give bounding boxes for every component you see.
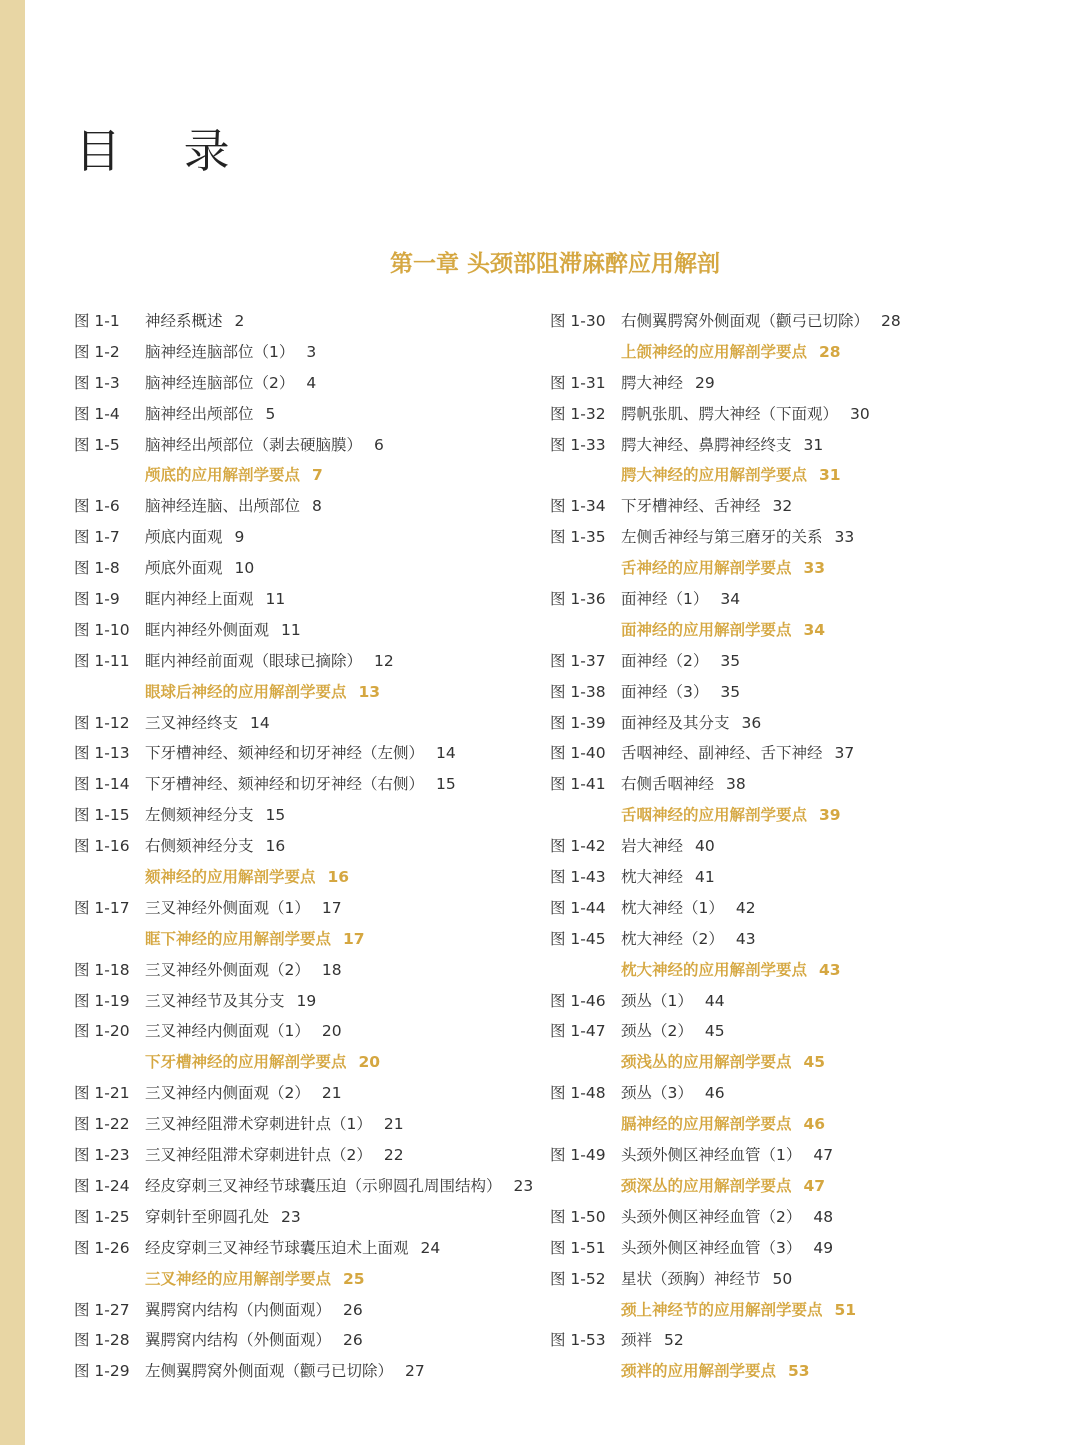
figure-number: 图 1-49 xyxy=(550,1146,606,1165)
toc-figure-entry[interactable] xyxy=(550,1325,1050,1356)
toc-figure-entry[interactable] xyxy=(550,1202,1050,1233)
toc-figure-entry[interactable] xyxy=(74,584,534,615)
toc-figure-entry[interactable] xyxy=(74,1078,534,1109)
toc-right-column xyxy=(550,306,1050,1387)
figure-number: 图 1-28 xyxy=(74,1331,130,1350)
toc-figure-entry[interactable] xyxy=(550,1140,1050,1171)
page-number: 48 xyxy=(813,1207,834,1226)
toc-section-entry[interactable] xyxy=(550,553,1050,584)
figure-title: 颈丛（2） xyxy=(621,1022,693,1041)
toc-figure-entry[interactable] xyxy=(74,800,534,831)
figure-title: 三叉神经阻滞术穿刺进针点（2） xyxy=(145,1146,372,1165)
figure-title: 颅底内面观 xyxy=(145,528,223,547)
toc-figure-entry[interactable] xyxy=(550,491,1050,522)
toc-figure-entry[interactable] xyxy=(550,399,1050,430)
toc-section-entry[interactable] xyxy=(74,924,534,955)
figure-number: 图 1-8 xyxy=(74,559,120,578)
figure-title: 枕大神经 xyxy=(621,868,684,887)
toc-section-entry[interactable] xyxy=(550,460,1050,491)
page-number: 27 xyxy=(405,1362,425,1381)
page-number: 37 xyxy=(834,744,855,763)
page-number: 29 xyxy=(695,373,715,392)
toc-section-entry[interactable] xyxy=(550,1295,1050,1326)
figure-number: 图 1-23 xyxy=(74,1146,130,1165)
toc-figure-entry[interactable] xyxy=(550,677,1050,708)
page-number: 16 xyxy=(327,868,350,887)
figure-number: 图 1-42 xyxy=(550,837,606,856)
figure-title: 面神经（3） xyxy=(621,682,709,701)
page-number: 31 xyxy=(819,466,841,485)
figure-title: 三叉神经外侧面观（1） xyxy=(145,898,310,917)
figure-number: 图 1-26 xyxy=(74,1238,130,1257)
section-title: 颈浅丛的应用解剖学要点 xyxy=(621,1053,792,1072)
page-number: 34 xyxy=(803,620,826,639)
page-number: 52 xyxy=(664,1331,684,1350)
page-number: 36 xyxy=(741,713,762,732)
section-title: 舌咽神经的应用解剖学要点 xyxy=(621,806,808,825)
figure-title: 左侧舌神经与第三磨牙的关系 xyxy=(621,528,823,547)
toc-figure-entry[interactable] xyxy=(550,986,1050,1017)
figure-title: 面神经（2） xyxy=(621,651,709,670)
page-number: 17 xyxy=(321,898,342,917)
page-number: 41 xyxy=(695,868,715,887)
page-number: 46 xyxy=(803,1115,826,1134)
figure-number: 图 1-15 xyxy=(74,806,130,825)
page-number: 53 xyxy=(788,1362,810,1381)
page-number: 14 xyxy=(436,744,456,763)
figure-title: 舌咽神经、副神经、舌下神经 xyxy=(621,744,823,763)
figure-title: 下牙槽神经、颏神经和切牙神经（左侧） xyxy=(145,744,425,763)
toc-figure-entry[interactable] xyxy=(74,1016,534,1047)
toc-figure-entry[interactable] xyxy=(550,368,1050,399)
figure-title: 三叉神经阻滞术穿刺进针点（1） xyxy=(145,1115,372,1134)
figure-title: 左侧翼腭窝外侧面观（颧弓已切除） xyxy=(145,1362,394,1381)
toc-figure-entry[interactable] xyxy=(74,708,534,739)
figure-title: 三叉神经内侧面观（2） xyxy=(145,1084,310,1103)
figure-number: 图 1-6 xyxy=(74,497,120,516)
figure-title: 面神经及其分支 xyxy=(621,713,730,732)
figure-title: 脑神经连脑部位（1） xyxy=(145,342,295,361)
toc-left-column xyxy=(74,306,534,1387)
toc-figure-entry[interactable] xyxy=(74,1295,534,1326)
toc-figure-entry[interactable] xyxy=(550,430,1050,461)
toc-section-entry[interactable] xyxy=(550,800,1050,831)
figure-title: 颈丛（1） xyxy=(621,991,693,1010)
page-number: 50 xyxy=(772,1269,793,1288)
page-number: 47 xyxy=(803,1176,826,1195)
figure-title: 腭大神经、鼻腭神经终支 xyxy=(621,435,792,454)
page-number: 26 xyxy=(343,1331,363,1350)
figure-number: 图 1-9 xyxy=(74,590,120,609)
figure-number: 图 1-46 xyxy=(550,991,606,1010)
figure-number: 图 1-51 xyxy=(550,1238,606,1257)
figure-title: 脑神经连脑部位（2） xyxy=(145,373,295,392)
figure-number: 图 1-40 xyxy=(550,744,606,763)
page-number: 44 xyxy=(704,991,725,1010)
page-number: 15 xyxy=(436,775,456,794)
toc-figure-entry[interactable] xyxy=(74,430,534,461)
figure-title: 面神经（1） xyxy=(621,590,709,609)
figure-number: 图 1-34 xyxy=(550,497,606,516)
toc-figure-entry[interactable] xyxy=(74,399,534,430)
page-number: 34 xyxy=(720,590,741,609)
figure-title: 三叉神经节及其分支 xyxy=(145,991,285,1010)
toc-section-entry[interactable] xyxy=(74,677,534,708)
side-color-band xyxy=(0,0,25,1445)
page-number: 17 xyxy=(343,929,365,948)
figure-number: 图 1-1 xyxy=(74,312,120,330)
toc-section-entry[interactable] xyxy=(550,955,1050,986)
toc-figure-entry[interactable] xyxy=(74,306,534,337)
figure-number: 图 1-48 xyxy=(550,1084,606,1103)
toc-figure-entry[interactable] xyxy=(550,1264,1050,1295)
page-number: 19 xyxy=(296,991,317,1010)
figure-number: 图 1-17 xyxy=(74,898,130,917)
figure-title: 经皮穿刺三叉神经节球囊压迫（示卵圆孔周围结构） xyxy=(145,1176,502,1195)
figure-title: 枕大神经（2） xyxy=(621,929,724,948)
page-number: 49 xyxy=(813,1238,834,1257)
page-number: 47 xyxy=(813,1146,834,1165)
toc-figure-entry[interactable] xyxy=(550,584,1050,615)
figure-title: 脑神经连脑、出颅部位 xyxy=(145,497,301,516)
page-number: 9 xyxy=(234,528,245,547)
figure-title: 经皮穿刺三叉神经节球囊压迫术上面观 xyxy=(145,1238,409,1257)
toc-figure-entry[interactable] xyxy=(550,738,1050,769)
page-number: 38 xyxy=(726,775,746,794)
figure-title: 三叉神经终支 xyxy=(145,713,239,732)
toc-section-entry[interactable] xyxy=(74,862,534,893)
page-number: 6 xyxy=(374,435,384,454)
figure-number: 图 1-32 xyxy=(550,404,606,423)
section-title: 颈上神经节的应用解剖学要点 xyxy=(621,1300,823,1319)
toc-section-entry[interactable] xyxy=(74,1264,534,1295)
page-number: 14 xyxy=(250,713,270,732)
figure-number: 图 1-53 xyxy=(550,1331,606,1350)
page-number: 32 xyxy=(772,497,793,516)
figure-title: 穿刺针至卵圆孔处 xyxy=(145,1207,270,1226)
page-number: 15 xyxy=(265,806,286,825)
figure-title: 下牙槽神经、舌神经 xyxy=(621,497,761,516)
toc-figure-entry[interactable] xyxy=(74,1233,534,1264)
figure-number: 图 1-47 xyxy=(550,1022,606,1041)
figure-number: 图 1-33 xyxy=(550,435,606,454)
page-number: 16 xyxy=(265,837,286,856)
page-number: 33 xyxy=(803,559,826,578)
toc-figure-entry[interactable] xyxy=(74,1356,534,1387)
figure-number: 图 1-14 xyxy=(74,775,130,794)
page-number: 3 xyxy=(306,342,317,361)
page-number: 18 xyxy=(321,960,342,979)
figure-number: 图 1-44 xyxy=(550,898,606,917)
section-title: 面神经的应用解剖学要点 xyxy=(621,620,792,639)
figure-title: 眶内神经前面观（眼球已摘除） xyxy=(145,651,363,670)
figure-title: 神经系概述 xyxy=(145,312,223,330)
figure-title: 腭大神经 xyxy=(621,373,684,392)
page-number: 45 xyxy=(803,1053,826,1072)
toc-figure-entry[interactable] xyxy=(74,646,534,677)
page-number: 5 xyxy=(265,404,276,423)
toc-figure-entry[interactable] xyxy=(74,491,534,522)
figure-title: 右侧颏神经分支 xyxy=(145,837,254,856)
figure-title: 眶内神经上面观 xyxy=(145,590,254,609)
page-number: 4 xyxy=(306,373,317,392)
figure-number: 图 1-16 xyxy=(74,837,130,856)
figure-title: 翼腭窝内结构（外侧面观） xyxy=(145,1331,332,1350)
figure-number: 图 1-2 xyxy=(74,342,120,361)
toc-figure-entry[interactable] xyxy=(74,1202,534,1233)
toc-section-entry[interactable] xyxy=(550,1047,1050,1078)
figure-number: 图 1-36 xyxy=(550,590,606,609)
figure-number: 图 1-30 xyxy=(550,312,606,330)
section-title: 膈神经的应用解剖学要点 xyxy=(621,1115,792,1134)
toc-section-entry[interactable] xyxy=(74,1047,534,1078)
figure-number: 图 1-35 xyxy=(550,528,606,547)
figure-number: 图 1-37 xyxy=(550,651,606,670)
page-number: 35 xyxy=(720,682,741,701)
figure-title: 腭帆张肌、腭大神经（下面观） xyxy=(621,404,839,423)
figure-title: 头颈外侧区神经血管（2） xyxy=(621,1207,802,1226)
toc-figure-entry[interactable] xyxy=(74,986,534,1017)
section-title: 颅底的应用解剖学要点 xyxy=(145,466,301,485)
page-number: 40 xyxy=(695,837,715,856)
page-number: 26 xyxy=(343,1300,363,1319)
figure-number: 图 1-39 xyxy=(550,713,606,732)
figure-number: 图 1-13 xyxy=(74,744,130,763)
toc-figure-entry[interactable] xyxy=(74,831,534,862)
page-number: 21 xyxy=(383,1115,404,1134)
page-number: 45 xyxy=(704,1022,725,1041)
figure-title: 三叉神经内侧面观（1） xyxy=(145,1022,310,1041)
toc-figure-entry[interactable] xyxy=(74,955,534,986)
figure-number: 图 1-24 xyxy=(74,1176,130,1195)
figure-number: 图 1-38 xyxy=(550,682,606,701)
figure-title: 颈丛（3） xyxy=(621,1084,693,1103)
figure-number: 图 1-4 xyxy=(74,404,120,423)
figure-title: 头颈外侧区神经血管（1） xyxy=(621,1146,802,1165)
page-number: 24 xyxy=(420,1238,441,1257)
page-number: 13 xyxy=(358,682,381,701)
figure-number: 图 1-19 xyxy=(74,991,130,1010)
toc-section-entry[interactable] xyxy=(550,337,1050,368)
figure-number: 图 1-20 xyxy=(74,1022,130,1041)
figure-title: 下牙槽神经、颏神经和切牙神经（右侧） xyxy=(145,775,425,794)
page-title: 目 录 xyxy=(75,124,254,178)
figure-number: 图 1-18 xyxy=(74,960,130,979)
page-number: 21 xyxy=(321,1084,342,1103)
toc-section-entry[interactable] xyxy=(550,615,1050,646)
page-number: 2 xyxy=(234,312,245,330)
figure-number: 图 1-41 xyxy=(550,775,606,794)
page-number: 43 xyxy=(819,960,841,979)
toc-figure-entry[interactable] xyxy=(550,1078,1050,1109)
figure-title: 脑神经出颅部位 xyxy=(145,404,254,423)
toc-figure-entry[interactable] xyxy=(550,306,1050,337)
page-number: 25 xyxy=(343,1269,365,1288)
page-number: 31 xyxy=(803,435,824,454)
figure-number: 图 1-7 xyxy=(74,528,120,547)
figure-number: 图 1-22 xyxy=(74,1115,130,1134)
figure-number: 图 1-12 xyxy=(74,713,130,732)
figure-number: 图 1-11 xyxy=(74,651,130,670)
toc-figure-entry[interactable] xyxy=(74,522,534,553)
page-number: 11 xyxy=(265,590,286,609)
figure-title: 右侧舌咽神经 xyxy=(621,775,715,794)
page-number: 11 xyxy=(281,620,301,639)
page-number: 28 xyxy=(881,312,901,330)
section-title: 下牙槽神经的应用解剖学要点 xyxy=(145,1053,347,1072)
toc-figure-entry[interactable] xyxy=(74,1171,534,1202)
page-number: 23 xyxy=(281,1207,301,1226)
figure-title: 枕大神经（1） xyxy=(621,898,724,917)
toc-figure-entry[interactable] xyxy=(74,553,534,584)
page-number: 35 xyxy=(720,651,741,670)
figure-title: 颈袢 xyxy=(621,1331,653,1350)
toc-figure-entry[interactable] xyxy=(74,337,534,368)
figure-title: 眶内神经外侧面观 xyxy=(145,620,270,639)
toc-figure-entry[interactable] xyxy=(550,1016,1050,1047)
toc-figure-entry[interactable] xyxy=(550,924,1050,955)
section-title: 眶下神经的应用解剖学要点 xyxy=(145,929,332,948)
section-title: 枕大神经的应用解剖学要点 xyxy=(621,960,808,979)
figure-number: 图 1-27 xyxy=(74,1300,130,1319)
toc-figure-entry[interactable] xyxy=(74,1325,534,1356)
toc-section-entry[interactable] xyxy=(550,1356,1050,1387)
section-title: 三叉神经的应用解剖学要点 xyxy=(145,1269,332,1288)
figure-number: 图 1-43 xyxy=(550,868,606,887)
toc-figure-entry[interactable] xyxy=(550,708,1050,739)
toc-section-entry[interactable] xyxy=(74,460,534,491)
figure-number: 图 1-25 xyxy=(74,1207,130,1226)
toc-figure-entry[interactable] xyxy=(550,522,1050,553)
figure-title: 岩大神经 xyxy=(621,837,684,856)
section-title: 眼球后神经的应用解剖学要点 xyxy=(145,682,347,701)
figure-number: 图 1-29 xyxy=(74,1362,130,1381)
page-number: 7 xyxy=(312,466,323,485)
figure-number: 图 1-45 xyxy=(550,929,606,948)
figure-title: 星状（颈胸）神经节 xyxy=(621,1269,761,1288)
toc-section-entry[interactable] xyxy=(550,1109,1050,1140)
toc-figure-entry[interactable] xyxy=(550,769,1050,800)
page-number: 43 xyxy=(735,929,756,948)
figure-number: 图 1-10 xyxy=(74,620,130,639)
figure-title: 颅底外面观 xyxy=(145,559,223,578)
figure-number: 图 1-5 xyxy=(74,435,120,454)
page-number: 51 xyxy=(834,1300,857,1319)
page-number: 28 xyxy=(819,342,841,361)
toc-figure-entry[interactable] xyxy=(550,893,1050,924)
chapter-title: 第一章 头颈部阻滞麻醉应用解剖 xyxy=(389,251,720,277)
page-number: 46 xyxy=(704,1084,725,1103)
page-number: 10 xyxy=(234,559,255,578)
page-number: 39 xyxy=(819,806,841,825)
section-title: 上颌神经的应用解剖学要点 xyxy=(621,342,808,361)
figure-title: 翼腭窝内结构（内侧面观） xyxy=(145,1300,332,1319)
toc-figure-entry[interactable] xyxy=(74,893,534,924)
toc-section-entry[interactable] xyxy=(550,1171,1050,1202)
section-title: 颏神经的应用解剖学要点 xyxy=(145,868,316,887)
page-number: 33 xyxy=(834,528,855,547)
figure-number: 图 1-3 xyxy=(74,373,120,392)
page-number: 30 xyxy=(850,404,870,423)
toc-figure-entry[interactable] xyxy=(74,738,534,769)
toc-figure-entry[interactable] xyxy=(74,1140,534,1171)
figure-title: 脑神经出颅部位（剥去硬脑膜） xyxy=(145,435,363,454)
toc-figure-entry[interactable] xyxy=(74,615,534,646)
figure-number: 图 1-50 xyxy=(550,1207,606,1226)
section-title: 颈袢的应用解剖学要点 xyxy=(621,1362,777,1381)
toc-figure-entry[interactable] xyxy=(550,646,1050,677)
figure-title: 头颈外侧区神经血管（3） xyxy=(621,1238,802,1257)
toc-figure-entry[interactable] xyxy=(74,368,534,399)
toc-figure-entry[interactable] xyxy=(74,769,534,800)
page-number: 42 xyxy=(735,898,756,917)
section-title: 舌神经的应用解剖学要点 xyxy=(621,559,792,578)
figure-title: 右侧翼腭窝外侧面观（颧弓已切除） xyxy=(621,312,870,330)
page-number: 20 xyxy=(321,1022,342,1041)
page-number: 12 xyxy=(374,651,394,670)
section-title: 腭大神经的应用解剖学要点 xyxy=(621,466,808,485)
figure-number: 图 1-31 xyxy=(550,373,606,392)
page-number: 8 xyxy=(312,497,322,516)
figure-title: 三叉神经外侧面观（2） xyxy=(145,960,310,979)
figure-number: 图 1-52 xyxy=(550,1269,606,1288)
page-number: 20 xyxy=(358,1053,381,1072)
page-number: 22 xyxy=(383,1146,404,1165)
page-number: 23 xyxy=(513,1176,534,1195)
toc-figure-entry[interactable] xyxy=(550,1233,1050,1264)
section-title: 颈深丛的应用解剖学要点 xyxy=(621,1176,792,1195)
figure-title: 左侧颏神经分支 xyxy=(145,806,254,825)
figure-number: 图 1-21 xyxy=(74,1084,130,1103)
toc-figure-entry[interactable] xyxy=(550,831,1050,862)
toc-figure-entry[interactable] xyxy=(550,862,1050,893)
toc-figure-entry[interactable] xyxy=(74,1109,534,1140)
